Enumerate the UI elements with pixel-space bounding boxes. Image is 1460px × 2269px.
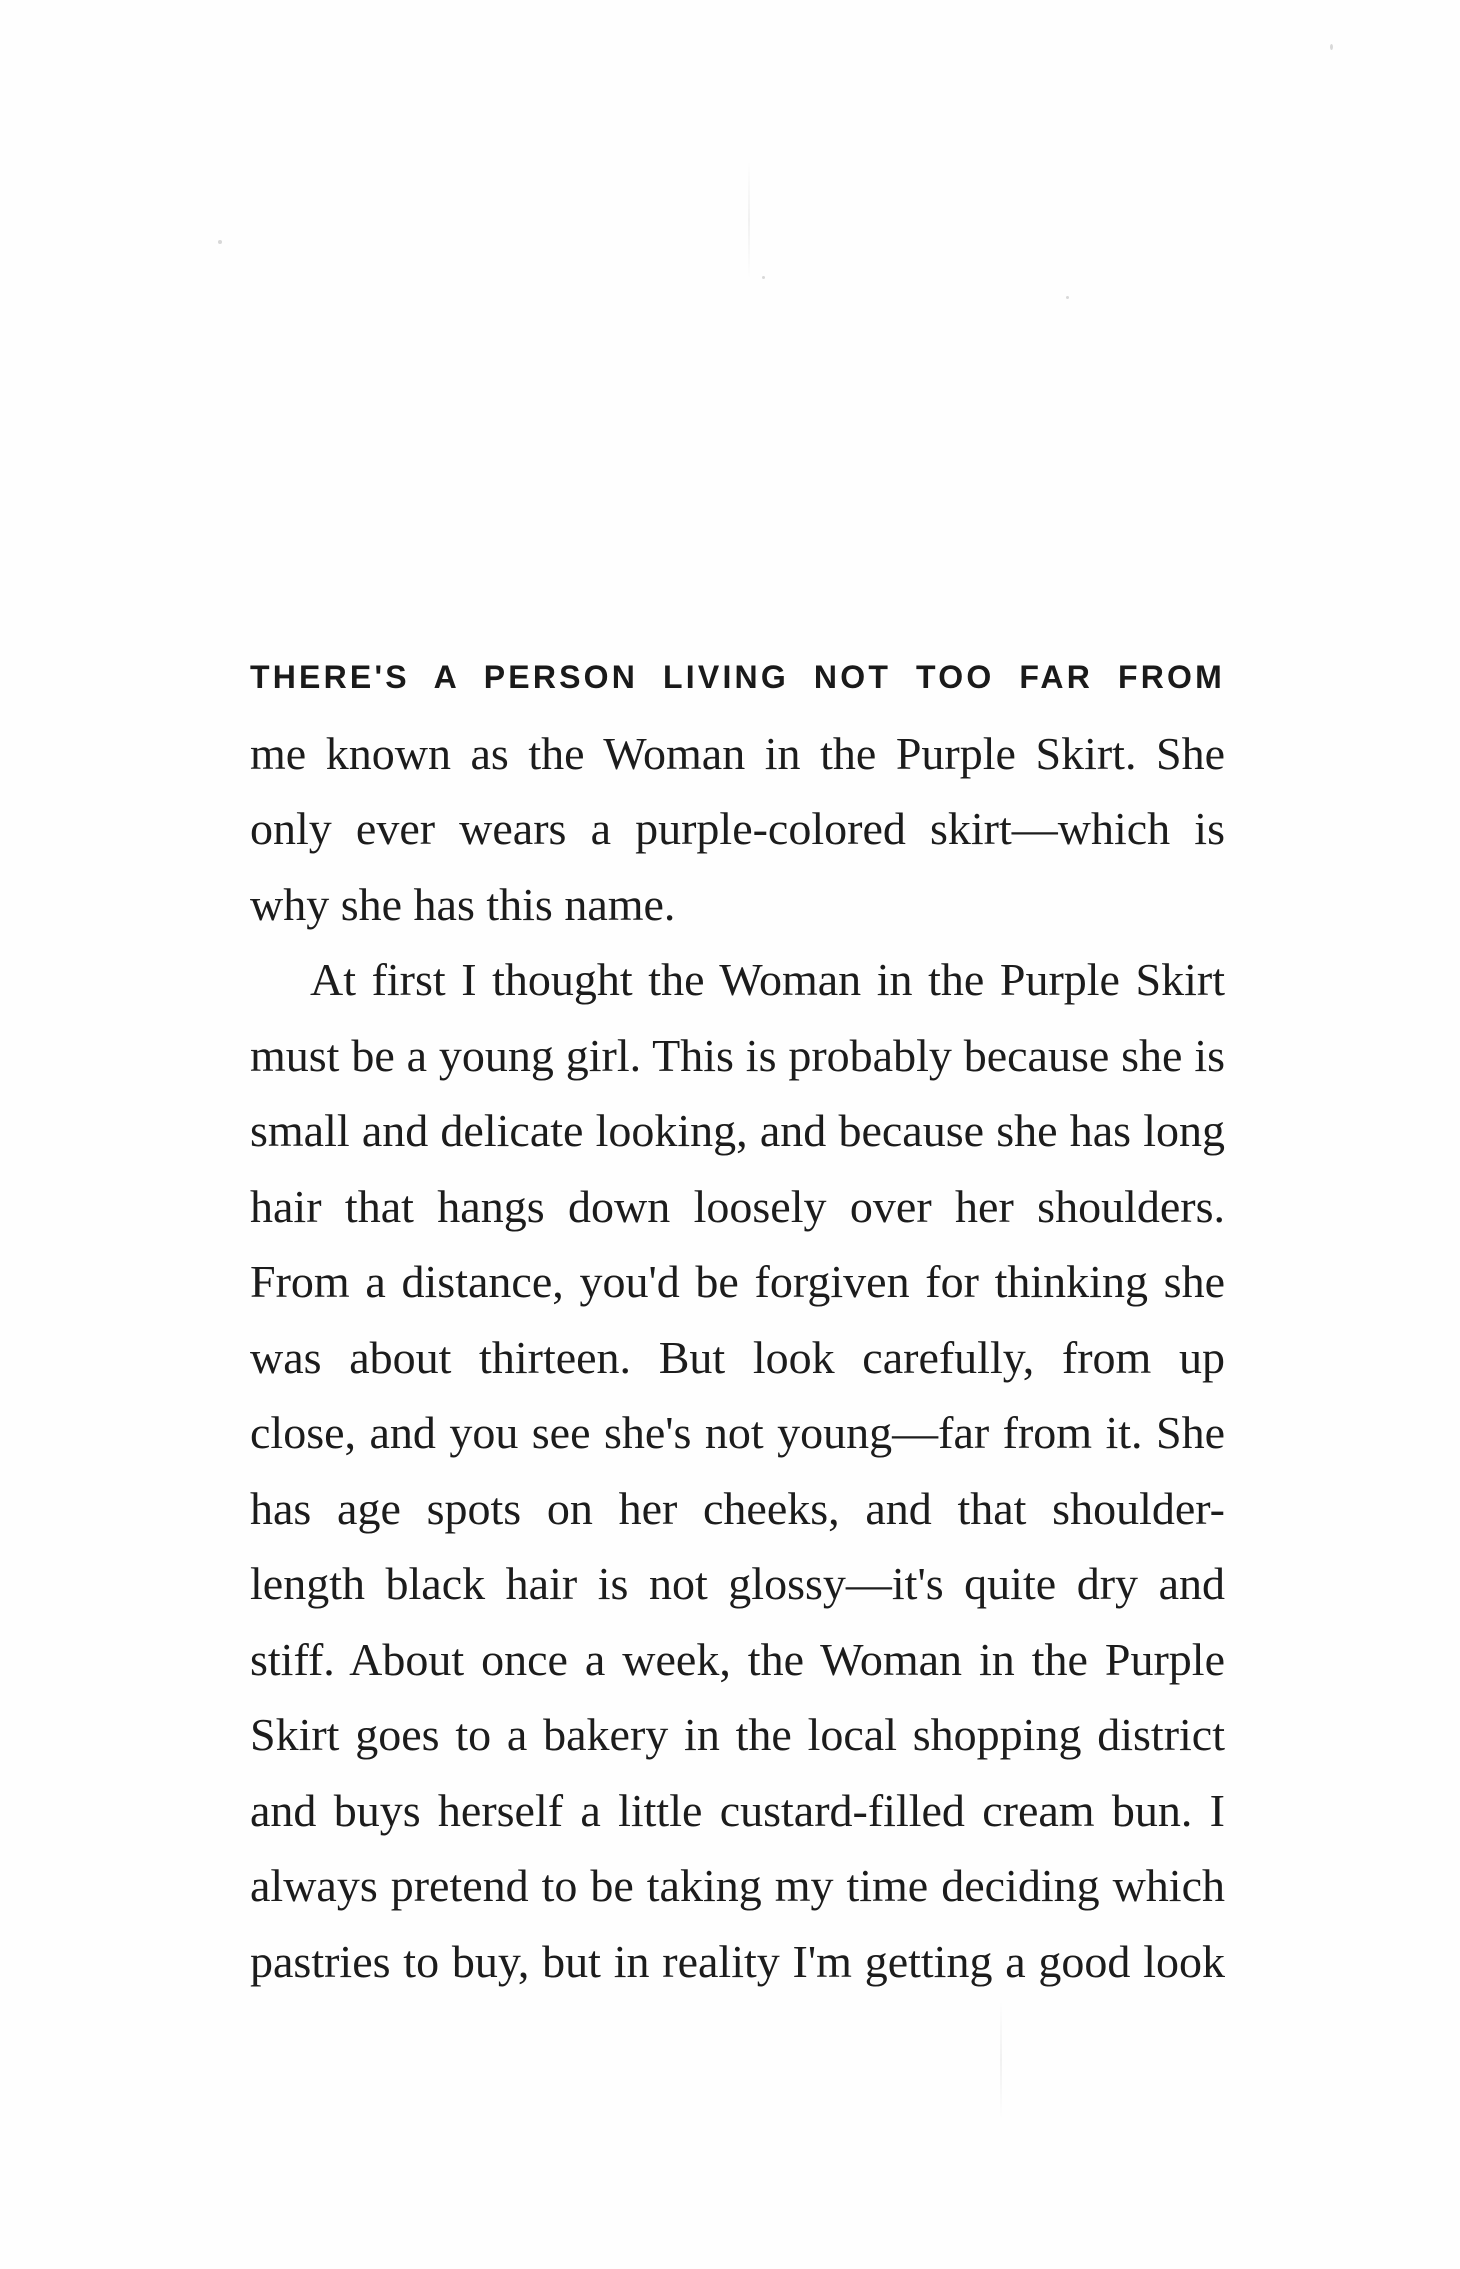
paper-speck [1330, 44, 1333, 50]
opening-small-caps-line: THERE'S A PERSON LIVING NOT TOO FAR FROM [250, 659, 1225, 695]
text-line: hair that hangs down loosely over her shoulders. [250, 1180, 1225, 1232]
text-line: length black hair is not glossy—it's quite dry and [250, 1558, 1225, 1609]
text-line: close, and you see she's not young—far from it. She [250, 1407, 1225, 1458]
text-line: pastries to buy, but in reality I'm getting a good look [250, 1935, 1225, 1987]
body-text [250, 640, 1225, 1999]
text-line: must be a young girl. This is probably because she is [250, 1029, 1225, 1081]
paper-speck [762, 276, 765, 279]
text-line: stiff. About once a week, the Woman in the Purple [250, 1633, 1225, 1685]
text-line: small and delicate looking, and because she has long [250, 1105, 1225, 1156]
text-line: was about thirteen. But look carefully, from up [250, 1331, 1225, 1383]
paragraph-first-line: At first I thought the Woman in the Purple Skirt [310, 954, 1225, 1005]
text-line: always pretend to be taking my time deciding which [250, 1860, 1225, 1911]
text-line: From a distance, you'd be forgiven for thinking she [250, 1256, 1225, 1307]
text-line: and buys herself a little custard-filled cream bun. I [250, 1784, 1225, 1836]
paper-speck [1066, 296, 1069, 299]
text-line: only ever wears a purple-colored skirt—which is [250, 803, 1225, 854]
text-line: why she has this name. [250, 878, 676, 930]
text-line: me known as the Woman in the Purple Skirt. She [250, 727, 1225, 779]
text-line: Skirt goes to a bakery in the local shopping district [250, 1709, 1225, 1760]
paper-speck [218, 240, 222, 244]
paper-crease [748, 160, 750, 280]
text-line: has age spots on her cheeks, and that shoulder- [250, 1482, 1225, 1534]
paper-crease [1000, 2000, 1002, 2120]
